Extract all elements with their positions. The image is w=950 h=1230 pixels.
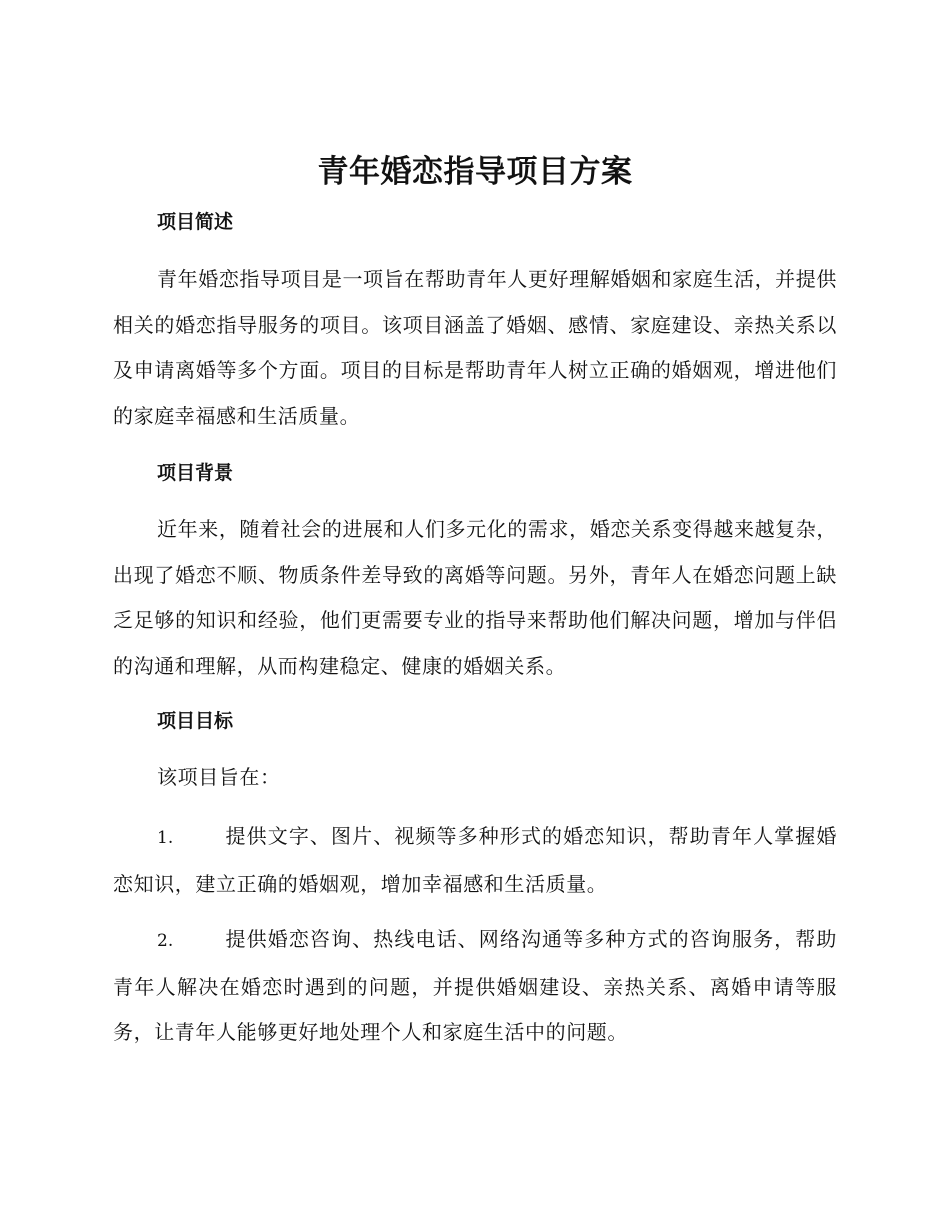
section-heading-background: 项目背景: [157, 462, 234, 484]
goal-list-item: [113, 814, 837, 907]
goal-number: 1.: [157, 828, 174, 848]
goal-text: 提供婚恋咨询、热线电话、网络沟通等多种方式的咨询服务，帮助青年人解决在婚恋时遇到的问题，并提供婚姻建设、亲热关系、离婚申请等服务，让青年人能够更好地处理个人和家庭生活中的问题。: [113, 927, 837, 1044]
goal-list-item: [113, 917, 837, 1056]
goals-intro: 该项目旨在：: [157, 765, 281, 789]
goal-number: 2.: [157, 931, 174, 951]
section-heading-overview: 项目简述: [157, 211, 234, 233]
goal-text: 提供文字、图片、视频等多种形式的婚恋知识，帮助青年人掌握婚恋知识，建立正确的婚姻观，增加幸福感和生活质量。: [113, 824, 837, 896]
section-paragraph-background: 近年来，随着社会的进展和人们多元化的需求，婚恋关系变得越来越复杂，出现了婚恋不顺、物质条件差导致的离婚等问题。另外，青年人在婚恋问题上缺乏足够的知识和经验，他们更需要专业的指导来帮助他们解决问题，增加与伴侣的沟通和理解，从而构建稳定、健康的婚姻关系。: [113, 517, 837, 678]
section-heading-goals: 项目目标: [157, 710, 234, 732]
section-paragraph-overview: 青年婚恋指导项目是一项旨在帮助青年人更好理解婚姻和家庭生活，并提供相关的婚恋指导服务的项目。该项目涵盖了婚姻、感情、家庭建设、亲热关系以及申请离婚等多个方面。项目的目标是帮助青年人树立正确的婚姻观，增进他们的家庭幸福感和生活质量。: [113, 267, 837, 428]
document-title: 青年婚恋指导项目方案: [317, 154, 633, 190]
